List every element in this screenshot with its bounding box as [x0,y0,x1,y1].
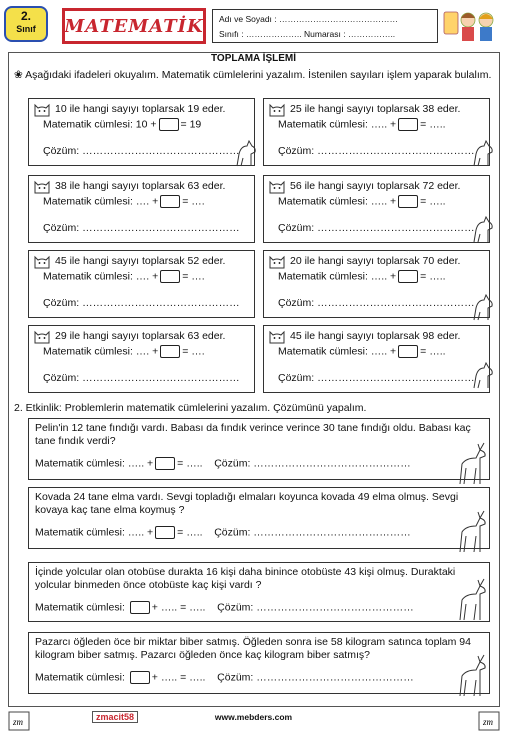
word-problem [28,562,490,622]
answer-box[interactable] [398,118,418,131]
dog-icon [470,214,496,244]
solution-line: Çözüm: ……………………………………… [278,145,475,157]
math-sentence: Matematik cümlesi: ….. + = ….. Çözüm: ……………………………………… [35,457,411,470]
intro-text: ❀ Aşağıdaki ifadeleri okuyalım. Matematik cümlelerini yazalım. İstenilen sayıları işlem yaparak bulalım. [14,69,492,81]
exercise-card [263,250,490,318]
dog-icon [233,138,259,168]
solution-line: Çözüm: ……………………………………… [43,372,240,384]
math-sentence: Matematik cümlesi: ….. + = ….. [278,195,446,208]
svg-text:zm: zm [483,717,494,727]
problem-text: Pelin'in 12 tane fındığı vardı. Babası da fındık verince verince 30 tane fındığı oldu. Babası kaç tane fındık verdi? [35,422,471,447]
cat-icon [268,101,286,117]
math-sentence: Matematik cümlesi: ….. + = ….. [278,270,446,283]
word-problem [28,487,490,549]
exercise-card [28,98,255,166]
dog-icon [470,138,496,168]
deer-icon [452,574,492,622]
problem-text: Kovada 24 tane elma vardı. Sevgi topladığı elmaları koyunca kovada 49 elma olmuş. Sevgi kovaya kaç tane elma koymuş ? [35,491,459,516]
deer-icon [452,438,492,486]
cat-icon [268,253,286,269]
cat-icon [33,178,51,194]
problem-text: İçinde yolcular olan otobüse durakta 16 kişi daha binince otobüste 43 kişi olmuş. Duraktaki yolcular binmeden önce otobüste kaç kişi vardı ? [35,566,456,591]
solution-line: Çözüm: ……………………………………… [43,145,240,157]
cat-icon [268,178,286,194]
dog-icon [470,292,496,322]
answer-box[interactable] [155,457,175,470]
deer-icon [452,506,492,554]
math-sentence: Matematik cümlesi: 10 + = 19 [43,118,202,131]
answer-box[interactable] [155,526,175,539]
answer-box[interactable] [130,671,150,684]
site-url[interactable]: www.mebders.com [214,712,293,722]
subject-title: MATEMATİK [62,8,206,44]
answer-box[interactable] [398,195,418,208]
grade-number: 2. [20,9,31,23]
solution-line: Çözüm: ……………………………………… [278,372,475,384]
grade-badge [4,6,48,42]
exercise-card [28,250,255,318]
solution-line: Çözüm: ……………………………………… [43,222,240,234]
math-sentence: Matematik cümlesi: …. + = …. [43,195,205,208]
author-badge: zmacit58 [92,711,138,723]
solution-line: Çözüm: ……………………………………… [278,222,475,234]
dog-icon [470,360,496,390]
answer-box[interactable] [398,345,418,358]
solution-line: Çözüm: ……………………………………… [278,297,475,309]
worksheet-heading: TOPLAMA İŞLEMİ [211,53,296,64]
answer-box[interactable] [160,270,180,283]
math-sentence: Matematik cümlesi: ….. + = ….. [278,118,446,131]
svg-text:zm: zm [13,717,24,727]
word-problem [28,632,490,694]
exercise-question: 45 ile hangi sayıyı toplarsak 98 eder. [290,330,461,342]
cat-icon [268,328,286,344]
answer-box[interactable] [398,270,418,283]
math-sentence: Matematik cümlesi: + ….. = ….. Çözüm: ……………………………………… [35,671,414,684]
math-sentence: Matematik cümlesi: ….. + = ….. Çözüm: ……………………………………… [35,526,411,539]
math-sentence: Matematik cümlesi: + ….. = ….. Çözüm: ……………………………………… [35,601,414,614]
exercise-question: 45 ile hangi sayıyı toplarsak 52 eder. [55,255,226,267]
answer-box[interactable] [160,345,180,358]
exercise-question: 25 ile hangi sayıyı toplarsak 38 eder. [290,103,461,115]
exercise-card [263,98,490,166]
cat-icon [33,253,51,269]
exercise-question: 10 ile hangi sayıyı toplarsak 19 eder. [55,103,226,115]
problem-text: Pazarcı öğleden öce bir miktar biber satmış. Öğleden sonra ise 58 kilogram satınca toplam 94 kilogram biber satmış. Pazarcı öğleden önce kaç kilogram biber satmış? [35,636,471,661]
name-line: Adı ve Soyadı : …………………………………… [219,14,399,24]
answer-box[interactable] [130,601,150,614]
answer-box[interactable] [160,195,180,208]
exercise-question: 56 ile hangi sayıyı toplarsak 72 eder. [290,180,461,192]
exercise-card [28,175,255,243]
deer-icon [452,650,492,698]
math-sentence: Matematik cümlesi: …. + = …. [43,345,205,358]
grade-label: Sınıf [16,24,36,34]
word-problem [28,418,490,480]
exercise-card [263,325,490,393]
cat-icon [33,101,51,117]
student-info-box [212,9,438,43]
kids-illustration [442,6,500,44]
exercise-question: 29 ile hangi sayıyı toplarsak 63 eder. [55,330,226,342]
exercise-card [28,325,255,393]
exercise-question: 20 ile hangi sayıyı toplarsak 70 eder. [290,255,461,267]
class-line: Sınıfı : ……………….. Numarası : …………….. [219,29,396,39]
solution-line: Çözüm: ……………………………………… [43,297,240,309]
exercise-question: 38 ile hangi sayıyı toplarsak 63 eder. [55,180,226,192]
answer-box[interactable] [159,118,179,131]
exercise-card [263,175,490,243]
section-2-heading: 2. Etkinlik: Problemlerin matematik cümlelerini yazalım. Çözümünü yapalım. [14,402,367,414]
math-sentence: Matematik cümlesi: ….. + = ….. [278,345,446,358]
cat-icon [33,328,51,344]
math-sentence: Matematik cümlesi: …. + = …. [43,270,205,283]
